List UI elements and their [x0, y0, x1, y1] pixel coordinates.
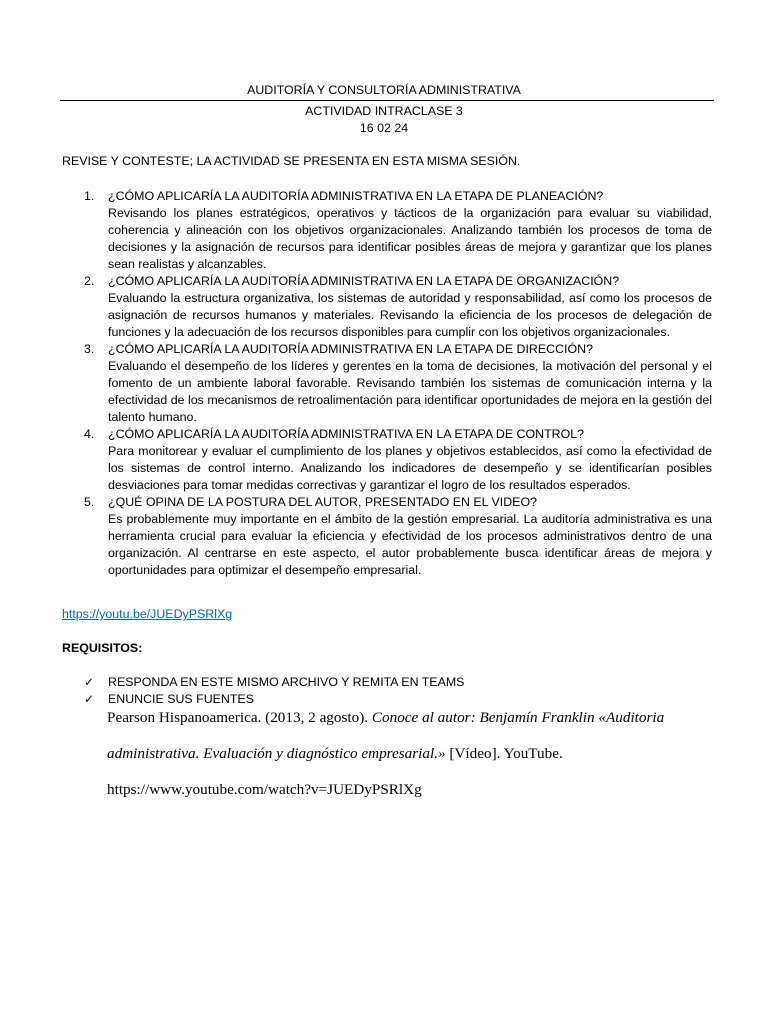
- header-divider: [60, 100, 714, 101]
- question-text: ¿CÓMO APLICARÍA LA AUDITORÍA ADMINISTRATIVA EN LA ETAPA DE ORGANIZACIÓN?: [108, 274, 620, 288]
- question-text: ¿QUÉ OPINA DE LA POSTURA DEL AUTOR, PRESENTADO EN EL VIDEO?: [108, 495, 537, 509]
- activity-subtitle: ACTIVIDAD INTRACLASE 3: [305, 104, 463, 118]
- answer-text: Para monitorear y evaluar el cumplimiento de los planes y objetivos establecidos, así como la efectividad de los sistemas de control interno. Analizando los indicadores de desempeño y se identificarían posibles desviaciones para tomar medidas correctivas y garantizar el logro de los resultados esperados.: [108, 444, 712, 492]
- reference-author: Pearson Hispanoamerica. (2013, 2 agosto).: [107, 709, 372, 726]
- answer-text: Evaluando el desempeño de los líderes y gerentes en la toma de decisiones, la motivación del personal y el fomento de un ambiente laboral favorable. Revisando también los sistemas de comunicación interna y la efectividad de los mecanismos de retroalimentación para identificar oportunidades de mejora en la gestión del talento humano.: [108, 359, 712, 424]
- answer-text: Es probablemente muy importante en el ámbito de la gestión empresarial. La auditoría administrativa es una herramienta crucial para evaluar la eficiencia y efectividad de los procesos administrativos dentro de una organización. Al centrarse en este aspecto, el autor probablemente busca identificar áreas de mejora y oportunidades para optimizar el desempeño empresarial.: [108, 512, 712, 577]
- question-text: ¿CÓMO APLICARÍA LA AUDITORÍA ADMINISTRATIVA EN LA ETAPA DE CONTROL?: [108, 427, 585, 441]
- question-text: ¿CÓMO APLICARÍA LA AUDITORÍA ADMINISTRATIVA EN LA ETAPA DE PLANEACIÓN?: [108, 189, 604, 203]
- document-title: AUDITORÍA Y CONSULTORÍA ADMINISTRATIVA: [247, 83, 521, 97]
- answer-text: Revisando los planes estratégicos, operativos y tácticos de la organización para evaluar su viabilidad, coherencia y alineación con los objetivos organizacionales. Analizando también los procesos de toma de decisiones y la asignación de recursos para identificar posibles áreas de mejora y garantizar que los planes sean realistas y alcanzables.: [108, 206, 712, 271]
- question-number: 5.: [84, 495, 95, 509]
- reference-medium: [Vídeo]. YouTube.: [445, 745, 563, 762]
- check-icon: ✓: [84, 675, 95, 689]
- requirements-list: [80, 674, 464, 708]
- question-number: 2.: [84, 274, 95, 288]
- instruction-text: REVISE Y CONTESTE; LA ACTIVIDAD SE PRESENTA EN ESTA MISMA SESIÓN.: [62, 154, 521, 168]
- question-number: 1.: [84, 189, 95, 203]
- requirement-text: ENUNCIE SUS FUENTES: [108, 692, 254, 706]
- question-item-2: [80, 273, 712, 341]
- question-item-3: [80, 341, 712, 426]
- reference-line-2: [107, 745, 717, 763]
- requirement-text: RESPONDA EN ESTE MISMO ARCHIVO Y REMITA EN TEAMS: [108, 675, 465, 689]
- reference-title-part2: administrativa. Evaluación y diagnóstico empresarial.»: [107, 745, 446, 762]
- requirements-heading: REQUISITOS:: [62, 641, 143, 655]
- requirement-item: [80, 674, 464, 691]
- activity-date: 16 02 24: [359, 121, 409, 135]
- question-number: 4.: [84, 427, 95, 441]
- question-number: 3.: [84, 342, 95, 356]
- answer-text: Evaluando la estructura organizativa, los sistemas de autoridad y responsabilidad, así como los procesos de asignación de recursos humanos y materiales. Revisando la eficiencia de los procesos de delegación de funciones y la adecuación de los recursos disponibles para cumplir con los objetivos organizacionales.: [108, 291, 712, 339]
- check-icon: ✓: [84, 692, 95, 706]
- reference-line-1: [107, 709, 717, 727]
- question-item-1: [80, 188, 712, 273]
- video-link[interactable]: https://youtu.be/JUEDyPSRlXg: [62, 607, 233, 621]
- question-item-4: [80, 426, 712, 494]
- reference-title-part1: Conoce al autor: Benjamín Franklin «Auditoria: [371, 709, 665, 726]
- question-text: ¿CÓMO APLICARÍA LA AUDITORÍA ADMINISTRATIVA EN LA ETAPA DE DIRECCIÓN?: [108, 342, 593, 356]
- question-item-5: [80, 494, 712, 579]
- requirement-item: [80, 691, 464, 708]
- questions-list: [80, 188, 712, 579]
- reference-url: https://www.youtube.com/watch?v=JUEDyPSRlXg: [107, 781, 422, 798]
